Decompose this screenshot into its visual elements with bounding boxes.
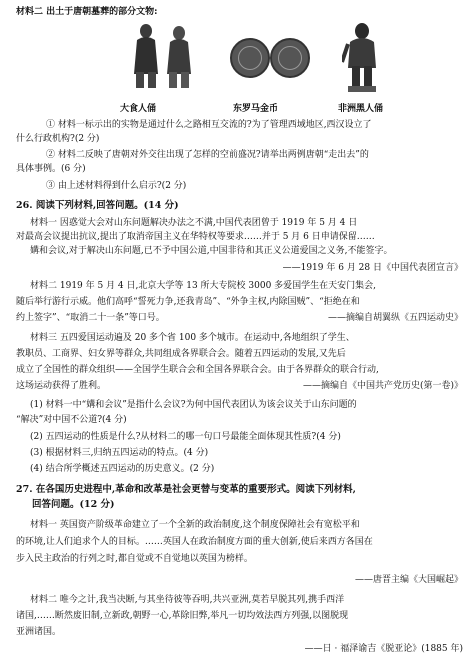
artifact-caption: 大食人俑 — [120, 104, 157, 114]
q26-material1: 媾和会议,对于解决山东问题,已不予中国公道,中国非待和其正义公道爱国之义务,不能签字。 — [30, 246, 393, 256]
q26-material3: 材料三 五四爱国运动遍及 20 多个省 100 多个城市。在运动中,各地组织了学生、 — [30, 333, 355, 343]
figurine-icon — [342, 22, 382, 94]
q26-material2: 材料二 1919 年 5 月 4 日,北京大学等 13 所大专院校 3000 多爱国学生在天安门集会, — [30, 281, 377, 291]
q27-material1-source: ——唐晋主编《大国崛起》 — [354, 575, 463, 585]
coin-icon — [230, 38, 270, 78]
q27-material1: 材料一 英国资产阶级革命建立了一个全新的政治制度,这个制度保障社会有宽松平和 — [30, 520, 360, 530]
q26-material2-source: ——摘编自胡翼纵《五四运动史》 — [327, 313, 463, 323]
q26-material3: 成立了全国性的群众组织——全国学生联合会和全国各界联合会。由于各界群众的联合行动, — [16, 365, 379, 375]
figurine-icon — [128, 22, 164, 90]
material2-heading: 材料二 出土于唐朝墓葬的部分文物: — [16, 7, 158, 17]
q25-sub3: ③ 由上述材料得到什么启示?(2 分) — [46, 181, 187, 191]
q26-material1-source: ——1919 年 6 月 28 日《中国代表团宣言》 — [282, 263, 463, 273]
q26-material2: 随后举行游行示威。他们高呼“誓死力争,还我青岛”、“外争主权,内除国贼”、“拒绝在和 — [16, 297, 360, 307]
q27-material2-source: ——日 · 福泽谕吉《脱亚论》(1885 年) — [304, 644, 463, 654]
q26-material1: 材料一 因惑觉大会对山东问题解决办法之不满,中国代表团曾于 1919 年 5 月 4 日 — [30, 218, 358, 228]
q27-heading: 27. 在各国历史进程中,革命和改革是社会更替与变革的重要形式。阅读下列材料, — [16, 484, 356, 495]
q27-heading-cont: 回答问题。(12 分) — [32, 499, 115, 510]
q26-question2: (2) 五四运动的性质是什么?从材料二的哪一句口号最能全面体现其性质?(4 分) — [30, 432, 341, 442]
q27-material2: 诸国,……断然废旧制,立新政,朝野一心,革除旧弊,举凡一切均效法西方列强,以图脱现 — [16, 611, 349, 621]
q27-material2: 亚洲诸国。 — [16, 627, 62, 637]
coin-icon — [270, 38, 310, 78]
artifact-caption: 非洲黑人俑 — [338, 104, 384, 114]
q26-question1: (1) 材料一中“媾和会议”是指什么会议?为何中国代表团认为该会议关于山东问题的 — [30, 400, 357, 410]
q26-material3-source: ——摘编自《中国共产党历史(第一卷)》 — [302, 381, 463, 391]
q27-material2: 材料二 唯今之计,我当决断,与其坐待彼等吞明,共兴亚洲,莫若早脱其列,携手西洋 — [30, 595, 345, 605]
q26-heading: 26. 阅读下列材料,回答问题。(14 分) — [16, 200, 179, 211]
q26-question4: (4) 结合所学概述五四运动的历史意义。(2 分) — [30, 464, 215, 474]
q26-question3: (3) 根据材料三,归纳五四运动的特点。(4 分) — [30, 448, 209, 458]
artifact-caption: 东罗马金币 — [233, 104, 279, 114]
q27-material1: 的环境,让人们追求个人的目标。……英国人在政治制度方面的重大创新,使后来西方各国在 — [16, 537, 373, 547]
q25-sub2-cont: 具体事例。(6 分) — [16, 164, 86, 174]
figurine-icon — [162, 24, 196, 90]
q26-material2: 约上签字”、“取消二十一条”等口号。 — [16, 313, 165, 323]
q27-material1: 步入民主政治的行列之时,都自觉或不自觉地以英国为榜样。 — [16, 554, 253, 564]
q26-material1: 对最高会议提出抗议,提出了取消帝国主义在华特权等要求……并于 5 月 6 日申请保留…… — [16, 232, 375, 242]
q25-sub1: ① 材料一标示出的实物是通过什么之路相互交流的?为了管理西域地区,西汉设立了 — [46, 120, 372, 130]
q25-sub1-cont: 什么行政机构?(2 分) — [16, 134, 100, 144]
q25-sub2: ② 材料二反映了唐朝对外交往出现了怎样的空前盛况?请举出两例唐朝“走出去”的 — [46, 150, 369, 160]
q26-question1-cont: “解决”对中国不公道?(4 分) — [16, 415, 127, 425]
q26-material3: 这场运动获得了胜利。 — [16, 381, 107, 391]
q26-material3: 教职员、工商界、妇女界等群众,共同组成各界联合会。随着五四运动的发展,又先后 — [16, 349, 346, 359]
artifact-images — [110, 22, 410, 92]
